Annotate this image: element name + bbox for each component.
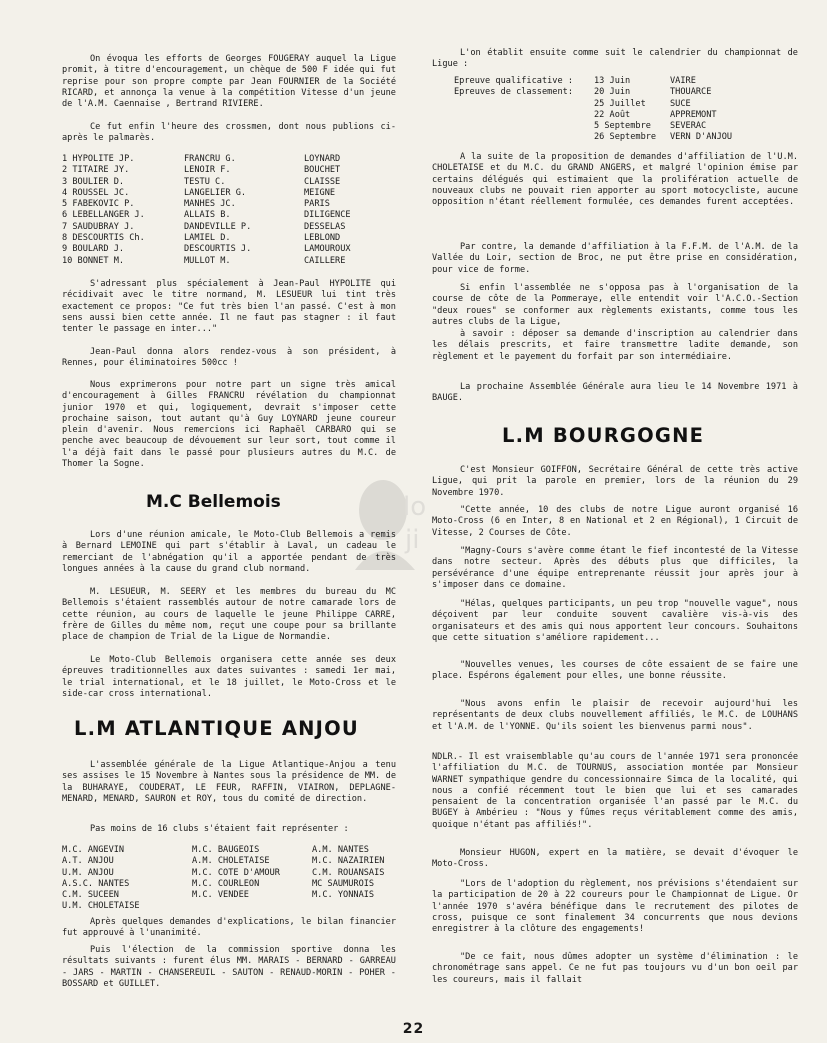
palmares-cell: CLAISSE bbox=[304, 176, 341, 187]
paragraph: à savoir : déposer sa demande d'inscription au calendrier dans les délais prescrits, et faire transmettre ladite demande, son règlement et le payement du forfait par son intermédiaire. bbox=[432, 329, 798, 362]
calendar-cell: Epreuve qualificative : bbox=[454, 76, 573, 86]
paragraph: L'on établit ensuite comme suit le calendrier du championnat de Ligue : bbox=[432, 48, 798, 70]
palmares-table bbox=[62, 154, 396, 267]
palmares-cell: TESTU C. bbox=[184, 176, 226, 187]
paragraph: "Lors de l'adoption du règlement, nos prévisions s'étendaient sur la participation de 20 à 22 coureurs pour le Championnat de Ligue. Or l'année 1970 s'avéra bénéfique dans le recrutement des pilotes de cross, puisque ce sont finalement 34 concurrents que nous devions enregistrer à la clôture des engagements! bbox=[432, 879, 798, 935]
club-row bbox=[62, 890, 396, 901]
club-row bbox=[62, 868, 396, 879]
club-cell: M.C. COTE D'AMOUR bbox=[192, 867, 280, 878]
palmares-cell: 6 LEBELLANGER J. bbox=[62, 210, 145, 221]
club-row bbox=[62, 901, 396, 912]
palmares-cell: MULLOT M. bbox=[184, 255, 231, 266]
palmares-row bbox=[62, 177, 396, 188]
palmares-row bbox=[62, 154, 396, 165]
calendar-cell: SEVERAC bbox=[670, 121, 707, 132]
palmares-cell: CAILLERE bbox=[304, 255, 346, 266]
club-cell: M.C. BAUGEOIS bbox=[192, 845, 260, 855]
palmares-cell: LEBLOND bbox=[304, 233, 341, 244]
palmares-cell: LAMIEL D. bbox=[184, 233, 231, 244]
calendar-cell: 5 Septembre bbox=[594, 121, 651, 132]
paragraph: "Cette année, 10 des clubs de notre Ligue auront organisé 16 Moto-Cross (6 en Inter, 8 en National et 2 en Régional), 1 Circuit de Vitesse, 2 Courses de Côte. bbox=[432, 505, 798, 538]
palmares-row bbox=[62, 188, 396, 199]
clubs-table bbox=[62, 845, 396, 913]
paragraph: "Nous avons enfin le plaisir de recevoir aujourd'hui les représentants de deux clubs nouvellement affiliés, le M.C. de LOUHANS et l'A.M. de l'YONNE. Qu'ils soient les bienvenus parmi nous". bbox=[432, 699, 798, 732]
calendar-cell: THOUARCE bbox=[670, 87, 712, 98]
calendar-cell: 22 Août bbox=[594, 109, 631, 120]
calendar-row bbox=[432, 76, 798, 87]
calendar-cell: Epreuves de classement: bbox=[454, 87, 573, 98]
paragraph: M. LESUEUR, M. SEERY et les membres du bureau du MC Bellemois s'étaient rassemblés autour de notre camarade lors de cette réunion, au cours de laquelle le jeune Philippe CARRE, frère de Gilles du même nom, reçut une coupe pour sa brillante place de champion de Trial de la Ligue de Normandie. bbox=[62, 587, 396, 643]
palmares-cell: DESCOURTIS J. bbox=[184, 244, 252, 255]
paragraph: "Hélas, quelques participants, un peu trop "nouvelle vague", nous déçoivent par leur conduite souvent cavalière vis-à-vis des organisateurs et des amis qui nous apportent leur concours. Souhaitons que cette situation s'améliore rapidement... bbox=[432, 599, 798, 643]
paragraph: Monsieur HUGON, expert en la matière, se devait d'évoquer le Moto-Cross. bbox=[432, 848, 798, 870]
palmares-cell: DESSELAS bbox=[304, 221, 346, 232]
paragraph: Par contre, la demande d'affiliation à la F.F.M. de l'A.M. de la Vallée du Loir, section de Broc, ne put être prise en considération, pour vice de forme. bbox=[432, 242, 798, 275]
calendar-cell: 26 Septembre bbox=[594, 132, 657, 143]
palmares-cell: 8 DESCOURTIS Ch. bbox=[62, 233, 145, 244]
paragraph: Lors d'une réunion amicale, le Moto-Club Bellemois a remis à Bernard LEMOINE qui part s'établir à Laval, un cadeau le remerciant de l'abnégation qu'il a apportée pendant de très longues années à la cause du grand club normand. bbox=[62, 530, 396, 574]
club-row bbox=[62, 879, 396, 890]
calendar-cell: 13 Juin bbox=[594, 76, 631, 86]
calendar-cell: VERN D'ANJOU bbox=[670, 132, 733, 143]
calendar-row bbox=[432, 87, 798, 98]
paragraph: A la suite de la proposition de demandes d'affiliation de l'U.M. CHOLETAISE et du M.C. du GRAND ANGERS, et malgré l'opinion émise par certains délégués qui estimaient que la prolifération actuelle de nouveaux clubs ne pouvait rien apporter au sport motocycliste, aucune opposition n'étant réellement formulée, ces demandes furent acceptées. bbox=[432, 152, 798, 208]
calendar-cell: 25 Juillet bbox=[594, 98, 646, 109]
calendar-cell: APPREMONT bbox=[670, 109, 717, 120]
club-row bbox=[62, 856, 396, 867]
club-cell: A.S.C. NANTES bbox=[62, 878, 130, 889]
paragraph: "De ce fait, nous dûmes adopter un système d'élimination : le chronométrage sans appel. Ce ne fut pas toujours vu d'un bon oeil par les coureurs, mais il fallait bbox=[432, 952, 798, 985]
palmares-cell: 5 FABEKOVIC P. bbox=[62, 199, 135, 210]
calendar-cell: VAIRE bbox=[670, 76, 696, 86]
paragraph: "Magny-Cours s'avère comme étant le fief incontesté de la Vitesse dans notre secteur. Après des débuts plus que difficiles, la persévérance d'une équipe entreprenante réussit jour après jour à s'imposer dans ce domaine. bbox=[432, 546, 798, 590]
palmares-row bbox=[62, 256, 396, 267]
svg-text:ji: ji bbox=[405, 525, 420, 555]
palmares-row bbox=[62, 233, 396, 244]
paragraph: On évoqua les efforts de Georges FOUGERAY auquel la Ligue promit, à titre d'encouragement, un chèque de 500 F idée qui fut reprise pour son propre compte par Jean FOURNIER de la Société RICARD, et annonça la venue à la compétition Vitesse d'un jeune de l'A.M. Caennaise , Bertrand RIVIERE. bbox=[62, 54, 396, 110]
club-cell: A.T. ANJOU bbox=[62, 856, 114, 867]
paragraph: Jean-Paul donna alors rendez-vous à son président, à Rennes, pour éliminatoires 500cc ! bbox=[62, 347, 396, 369]
palmares-cell: 9 BOULARD J. bbox=[62, 244, 125, 255]
club-cell: M.C. COURLEON bbox=[192, 878, 260, 889]
heading-lm-atlantique-anjou: L.M ATLANTIQUE ANJOU bbox=[74, 717, 359, 740]
heading-lm-bourgogne: L.M BOURGOGNE bbox=[502, 424, 705, 447]
page-number: 22 bbox=[402, 1021, 425, 1037]
palmares-row bbox=[62, 244, 396, 255]
palmares-cell: ALLAIS B. bbox=[184, 210, 231, 221]
calendar-row bbox=[432, 121, 798, 132]
calendar-cell: 20 Juin bbox=[594, 87, 631, 98]
paragraph: Si enfin l'assemblée ne s'opposa pas à l'organisation de la course de côte de la Pommeraye, elle entendit voir l'A.C.O.-Section "deux roues" se conformer aux règlements existants, comme tous les autres clubs de la Ligue, bbox=[432, 283, 798, 327]
club-cell: U.M. CHOLETAISE bbox=[62, 901, 140, 912]
club-cell: M.C. NAZAIRIEN bbox=[312, 856, 385, 867]
palmares-row bbox=[62, 199, 396, 210]
palmares-cell: 2 TITAIRE JY. bbox=[62, 165, 130, 176]
palmares-cell: DILIGENCE bbox=[304, 210, 351, 221]
paragraph: "Nouvelles venues, les courses de côte essaient de se faire une place. Espérons également pour elles, une bonne réussite. bbox=[432, 660, 798, 682]
palmares-row bbox=[62, 222, 396, 233]
club-cell: C.M. SUCEEN bbox=[62, 890, 119, 901]
palmares-cell: MANHES JC. bbox=[184, 199, 236, 210]
club-cell: M.C. YONNAIS bbox=[312, 890, 375, 901]
palmares-cell: DANDEVILLE P. bbox=[184, 221, 252, 232]
heading-mc-bellemois: M.C Bellemois bbox=[146, 492, 281, 512]
paragraph: C'est Monsieur GOIFFON, Secrétaire Général de cette très active Ligue, qui prit la parole en premier, lors de la réunion du 29 Novembre 1970. bbox=[432, 465, 798, 498]
palmares-cell: LAMOUROUX bbox=[304, 244, 351, 255]
calendar-table bbox=[432, 76, 798, 144]
paragraph: Ce fut enfin l'heure des crossmen, dont nous publions ci-après le palmarès. bbox=[62, 122, 396, 144]
palmares-cell: LOYNARD bbox=[304, 154, 341, 164]
club-cell: A.M. NANTES bbox=[312, 845, 369, 855]
club-cell: A.M. CHOLETAISE bbox=[192, 856, 270, 867]
palmares-cell: LANGELIER G. bbox=[184, 187, 247, 198]
palmares-cell: FRANCRU G. bbox=[184, 154, 236, 164]
paragraph: La prochaine Assemblée Générale aura lieu le 14 Novembre 1971 à BAUGE. bbox=[432, 382, 798, 404]
paragraph: Nous exprimerons pour notre part un signe très amical d'encouragement à Gilles FRANCRU révélation du championnat junior 1970 et qui, logiquement, devrait s'imposer cette prochaine saison, tout autant qu'à Guy LOYNARD jeune coureur plein d'avenir. Nous remercions ici Raphaël CARBARO qui se penche avec beaucoup de dévouement sur leur sort, tout comme il l'a déjà fait dans le passé pour plusieurs autres du M.C. de Thomer la Sogne. bbox=[62, 380, 396, 470]
club-cell: U.M. ANJOU bbox=[62, 867, 114, 878]
palmares-cell: 10 BONNET M. bbox=[62, 255, 125, 266]
palmares-row bbox=[62, 165, 396, 176]
palmares-cell: MEIGNE bbox=[304, 187, 336, 198]
paragraph: Pas moins de 16 clubs s'étaient fait représenter : bbox=[90, 824, 349, 834]
svg-text:lo: lo bbox=[403, 492, 427, 522]
palmares-cell: BOUCHET bbox=[304, 165, 341, 176]
club-cell: MC SAUMUROIS bbox=[312, 878, 375, 889]
palmares-cell: PARIS bbox=[304, 199, 330, 210]
palmares-cell: 7 SAUDUBRAY J. bbox=[62, 221, 135, 232]
calendar-row bbox=[432, 110, 798, 121]
palmares-row bbox=[62, 210, 396, 221]
calendar-row bbox=[432, 99, 798, 110]
calendar-row bbox=[432, 132, 798, 143]
palmares-cell: LENOIR F. bbox=[184, 165, 231, 176]
paragraph: Après quelques demandes d'explications, le bilan financier fut approuvé à l'unanimité. bbox=[62, 917, 396, 939]
club-cell: C.M. ROUANSAIS bbox=[312, 867, 385, 878]
paragraph: Puis l'élection de la commission sportive donna les résultats suivants : furent élus MM. MARAIS - BERNARD - GARREAU - JARS - MARTIN - CHANSEREUIL - SAUTON - RENAUD-MORIN - POHER - BOSSARD et GUILLET. bbox=[62, 945, 396, 989]
paragraph: L'assemblée générale de la Ligue Atlantique-Anjou a tenu ses assises le 15 Novembre à Nantes sous la présidence de MM. de la BUHARAYE, COUDERAT, LE FEUR, RAFFIN, VIAIRON, DEPLAGNE-MENARD, MENARD, SAURON et ROY, tous du comité de direction. bbox=[62, 760, 396, 804]
palmares-cell: 1 HYPOLITE JP. bbox=[62, 154, 135, 164]
club-cell: M.C. ANGEVIN bbox=[62, 845, 125, 855]
paragraph: Le Moto-Club Bellemois organisera cette année ses deux épreuves traditionnelles aux dates suivantes : samedi 1er mai, le trial international, et le 18 juillet, le Moto-Cross et le side-car cross international. bbox=[62, 655, 396, 699]
club-cell: M.C. VENDEE bbox=[192, 890, 249, 901]
palmares-cell: 4 ROUSSEL JC. bbox=[62, 187, 130, 198]
calendar-cell: SUCE bbox=[670, 98, 691, 109]
paragraph-ndlr: NDLR.- Il est vraisemblable qu'au cours de l'année 1971 sera prononcée l'affiliation du M.C. de TOURNUS, association montée par Monsieur WARNET sympathique gendre du concessionnaire Simca de la localité, qui nous a confié récemment tout le bien que lui et ses camarades pensaient de la concentration organisée l'an passé par le M.C. du BUGEY à Ambérieu : "Nous y fûmes reçus véritablement comme des amis, quoique n'étant pas affiliés!". bbox=[432, 752, 798, 830]
club-row bbox=[62, 845, 396, 856]
palmares-cell: 3 BOULIER D. bbox=[62, 176, 125, 187]
paragraph: S'adressant plus spécialement à Jean-Paul HYPOLITE qui récidivait avec le titre normand, M. LESUEUR lui tint très exactement ce propos: "Ce fut très bien l'an passé. C'est à mon sens aussi bien cette année. Il ne faut pas stagner : il faut tenter le passage en inter..." bbox=[62, 279, 396, 335]
